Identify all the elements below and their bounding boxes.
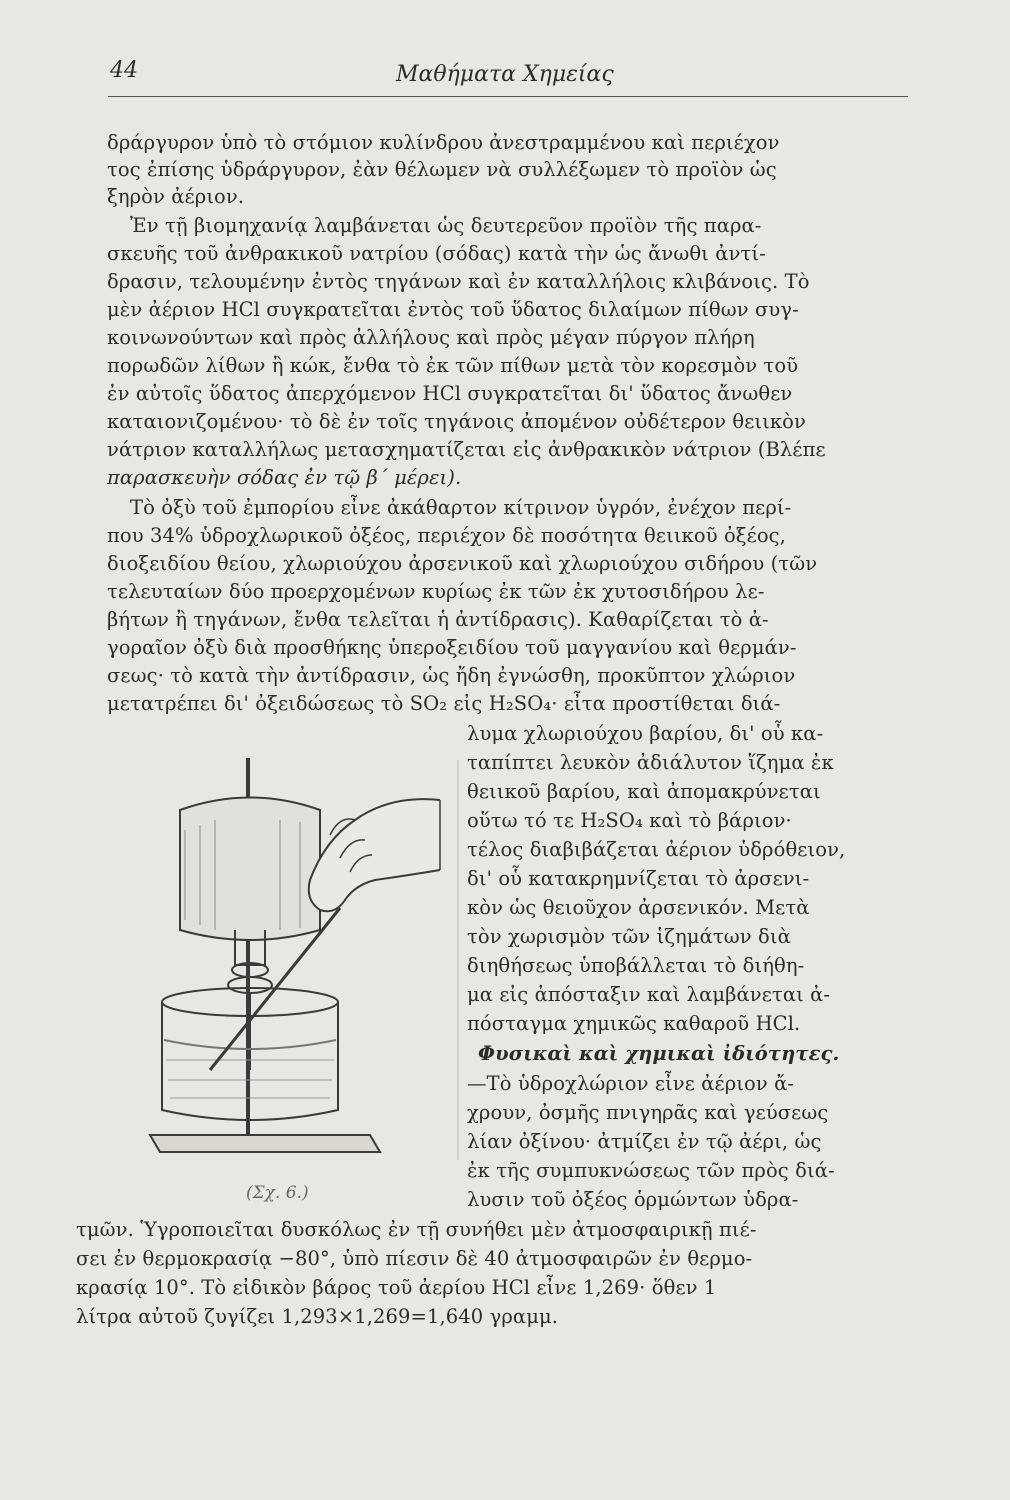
text-line: που 34% ὑδροχλωρικοῦ ὀξέος, περιέχον δὲ ποσότητα θειικοῦ ὀξέος, bbox=[107, 524, 786, 547]
text-line: σει ἐν θερμοκρασίᾳ −80°, ὑπὸ πίεσιν δὲ 40 ἀτμοσφαιρῶν ἐν θερμο- bbox=[76, 1247, 753, 1270]
text-line: τμῶν. Ὑγροποιεῖται δυσκόλως ἐν τῇ συνήθει μὲν ἀτμοσφαιρικῇ πιέ- bbox=[76, 1218, 757, 1241]
text-line: κοινωνούντων καὶ πρὸς ἀλλήλους καὶ πρὸς μέγαν πύργον πλήρη bbox=[107, 326, 755, 349]
text-line: τέλος διαβιβάζεται ἀέριον ὑδρόθειον, bbox=[467, 838, 846, 861]
section-heading: Φυσικαὶ καὶ χημικαὶ ἰδιότητες. bbox=[478, 1042, 840, 1065]
text-line: δι' οὗ κατακρημνίζεται τὸ ἀρσενι- bbox=[467, 867, 810, 890]
text-line: διοξειδίου θείου, χλωριούχου ἀρσενικοῦ καὶ χλωριούχου σιδήρου (τῶν bbox=[107, 552, 818, 575]
text-line: σεως· τὸ κατὰ τὴν ἀντίδρασιν, ὡς ἤδη ἐγνώσθη, προκῦπτον χλώριον bbox=[107, 664, 796, 687]
text-line: κὸν ὡς θειοῦχον ἀρσενικόν. Μετὰ bbox=[467, 896, 810, 919]
text-line: χρουν, ὀσμῆς πνιγηρᾶς καὶ γεύσεως bbox=[467, 1101, 829, 1124]
text-line: παρασκευὴν σόδας ἐν τῷ β΄ μέρει). bbox=[107, 466, 462, 489]
text-line: λίτρα αὐτοῦ ζυγίζει 1,293×1,269=1,640 γραμμ. bbox=[76, 1305, 559, 1328]
header-rule bbox=[108, 96, 908, 97]
running-title: Μαθήματα Χημείας bbox=[396, 62, 614, 87]
text-line: καταιονιζομένου· τὸ δὲ ἐν τοῖς τηγάνοις ἀπομένον οὐδέτερον θειικὸν bbox=[107, 410, 806, 433]
text-line: τος ἐπίσης ὑδράργυρον, ἐὰν θέλωμεν νὰ συλλέξωμεν τὸ προϊὸν ὡς bbox=[107, 158, 777, 181]
text-line: ταπίπτει λευκὸν ἀδιάλυτον ἵζημα ἐκ bbox=[467, 751, 834, 774]
text-line: λυσιν τοῦ ὀξέος ὁρμώντων ὑδρα- bbox=[467, 1188, 799, 1211]
text-line: διηθήσεως ὑποβάλλεται τὸ διήθη- bbox=[467, 954, 805, 977]
text-line: θειικοῦ βαρίου, καὶ ἀπομακρύνεται bbox=[467, 780, 821, 803]
text-line: πόσταγμα χημικῶς καθαροῦ HCl. bbox=[467, 1012, 801, 1035]
text-line: τὸν χωρισμὸν τῶν ἱζημάτων διὰ bbox=[467, 925, 791, 948]
text-line: ἐν αὐτοῖς ὕδατος ἀπερχόμενον HCl συγκρατεῖται δι' ὕδατος ἄνωθεν bbox=[107, 382, 793, 405]
text-line: δράργυρον ὑπὸ τὸ στόμιον κυλίνδρου ἀνεστραμμένου καὶ περιέχον bbox=[107, 131, 780, 154]
text-line: Ἐν τῇ βιομηχανίᾳ λαμβάνεται ὡς δευτερεῦον προϊὸν τῆς παρα- bbox=[130, 214, 762, 237]
text-line: βήτων ἢ τηγάνων, ἔνθα τελεῖται ἡ ἀντίδρασις). Καθαρίζεται τὸ ἀ- bbox=[107, 608, 769, 631]
figure-caption: (Σχ. 6.) bbox=[246, 1183, 309, 1203]
text-line: δρασιν, τελουμένην ἐντὸς τηγάνων καὶ ἐν καταλλήλοις κλιβάνοις. Τὸ bbox=[107, 270, 810, 293]
text-line: λυμα χλωριούχου βαρίου, δι' οὗ κα- bbox=[467, 722, 824, 745]
page-header bbox=[108, 58, 908, 98]
text-line: μα εἰς ἀπόσταξιν καὶ λαμβάνεται ἀ- bbox=[467, 983, 831, 1006]
text-line: ξηρὸν ἀέριον. bbox=[107, 185, 245, 208]
text-line: οὕτω τό τε H₂SO₄ καὶ τὸ βάριον· bbox=[467, 809, 792, 832]
text-line: πορωδῶν λίθων ἢ κώκ, ἔνθα τὸ ἐκ τῶν πίθων μετὰ τὸν κορεσμὸν τοῦ bbox=[107, 354, 799, 377]
text-line: λίαν ὀξίνου· ἀτμίζει ἐν τῷ ἀέρι, ὡς bbox=[467, 1130, 822, 1153]
text-line: Τὸ ὀξὺ τοῦ ἐμπορίου εἶνε ἀκάθαρτον κίτρινον ὑγρόν, ἐνέχον περί- bbox=[130, 496, 792, 519]
page-number: 44 bbox=[110, 58, 138, 83]
text-line: σκευῆς τοῦ ἀνθρακικοῦ νατρίου (σόδας) κατὰ τὴν ὡς ἄνωθι ἀντί- bbox=[107, 242, 766, 265]
text-line: γοραῖον ὀξὺ διὰ προσθήκης ὑπεροξειδίου τοῦ μαγγανίου καὶ θερμάν- bbox=[107, 636, 797, 659]
text-line: μὲν ἀέριον HCl συγκρατεῖται ἐντὸς τοῦ ὕδατος διλαίμων πίθων συγ- bbox=[107, 298, 799, 321]
text-line: μετατρέπει δι' ὀξειδώσεως τὸ SO₂ εἰς H₂SO₄· εἶτα προστίθεται διά- bbox=[107, 692, 781, 715]
text-line: νάτριον καταλλήλως μετασχηματίζεται εἰς ἀνθρακικὸν νάτριον (Βλέπε bbox=[107, 438, 826, 461]
text-line: τελευταίων δύο προερχομένων κυρίως ἐκ τῶν ἐκ χυτοσιδήρου λε- bbox=[107, 580, 765, 603]
text-line: —Τὸ ὑδροχλώριον εἶνε ἀέριον ἄ- bbox=[467, 1072, 795, 1095]
text-line: ἐκ τῆς συμπυκνώσεως τῶν πρὸς διά- bbox=[467, 1159, 835, 1182]
apparatus-drawing bbox=[140, 740, 460, 1170]
apparatus-illustration bbox=[140, 740, 460, 1170]
text-line: κρασίᾳ 10°. Τὸ εἰδικὸν βάρος τοῦ ἀερίου HCl εἶνε 1,269· ὅθεν 1 bbox=[76, 1276, 717, 1299]
